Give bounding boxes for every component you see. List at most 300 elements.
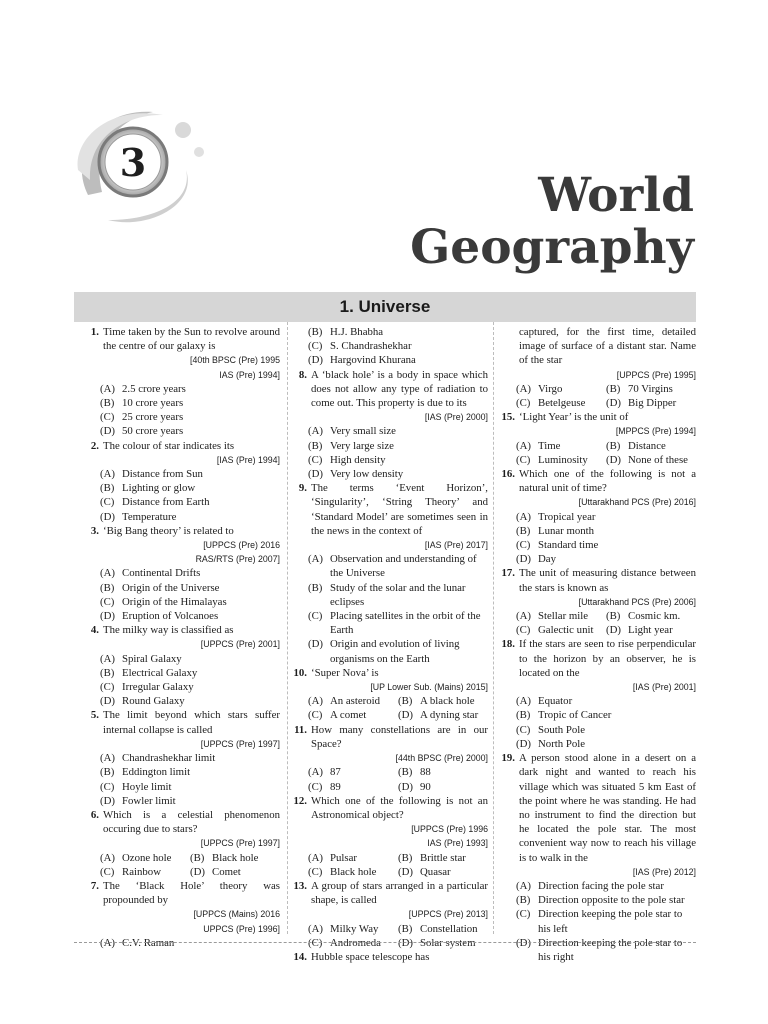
option-letter: (D) bbox=[308, 468, 323, 481]
answer-option-row bbox=[292, 694, 488, 708]
answer-option bbox=[606, 453, 696, 467]
answer-option bbox=[84, 495, 280, 509]
exam-source: [IAS (Pre) 2017] bbox=[424, 540, 488, 551]
option-letter: (B) bbox=[516, 894, 531, 907]
exam-source: [44th BPSC (Pre) 2000] bbox=[395, 753, 488, 764]
answer-option bbox=[606, 396, 696, 410]
exam-source: [UPPCS (Pre) 2001] bbox=[200, 639, 280, 650]
option-text: Black hole bbox=[330, 865, 377, 878]
answer-option bbox=[84, 424, 280, 438]
answer-option bbox=[84, 694, 280, 708]
option-letter: (D) bbox=[606, 453, 621, 466]
option-letter: (A) bbox=[516, 382, 531, 395]
option-text: Light year bbox=[628, 624, 673, 637]
answer-option bbox=[500, 737, 696, 751]
answer-option bbox=[398, 780, 488, 794]
option-text: Distance from Earth bbox=[122, 496, 210, 509]
question-number: 19. bbox=[501, 752, 515, 765]
question-block bbox=[500, 325, 696, 410]
question-text bbox=[84, 524, 280, 538]
question-block bbox=[292, 368, 488, 482]
question-block bbox=[84, 879, 280, 950]
option-letter: (B) bbox=[100, 581, 115, 594]
question-stem: ‘Super Nova’ is bbox=[311, 666, 379, 679]
option-text: Distance from Sun bbox=[122, 468, 203, 481]
option-letter: (D) bbox=[398, 709, 413, 722]
option-text: Solar system bbox=[420, 936, 476, 949]
option-letter: (D) bbox=[100, 695, 115, 708]
answer-option-row bbox=[292, 780, 488, 794]
question-block bbox=[292, 666, 488, 723]
answer-option bbox=[500, 609, 606, 623]
question-block bbox=[84, 623, 280, 708]
answer-option bbox=[500, 623, 606, 637]
exam-source: [IAS (Pre) 2000] bbox=[424, 412, 488, 423]
option-text: Fowler limit bbox=[122, 794, 176, 807]
question-block bbox=[292, 481, 488, 666]
exam-source: [UPPCS (Pre) 1997] bbox=[200, 838, 280, 849]
answer-option bbox=[292, 453, 488, 467]
option-letter: (B) bbox=[606, 439, 621, 452]
option-letter: (A) bbox=[516, 695, 531, 708]
option-letter: (A) bbox=[100, 468, 115, 481]
question-number: 9. bbox=[298, 482, 307, 495]
answer-option bbox=[84, 609, 280, 623]
chapter-title-line-2: Geography bbox=[410, 220, 694, 275]
option-text: Comet bbox=[212, 865, 241, 878]
option-letter: (D) bbox=[398, 780, 413, 793]
question-stem: A group of stars arranged in a particular shape, is called bbox=[311, 879, 488, 907]
option-letter: (B) bbox=[606, 382, 621, 395]
answer-option bbox=[292, 694, 398, 708]
option-text: Study of the solar and the lunar eclipses bbox=[330, 581, 466, 608]
exam-source: [MPPCS (Pre) 1994] bbox=[615, 426, 696, 437]
question-block bbox=[500, 467, 696, 566]
option-letter: (C) bbox=[308, 340, 323, 353]
option-letter: (D) bbox=[516, 737, 531, 750]
answer-option bbox=[292, 325, 488, 339]
option-text: Temperature bbox=[122, 510, 177, 523]
option-letter: (A) bbox=[516, 610, 531, 623]
option-letter: (C) bbox=[516, 397, 531, 410]
answer-option bbox=[292, 424, 488, 438]
question-stem: The ‘Black Hole’ theory was propounded by bbox=[103, 879, 280, 907]
option-letter: (C) bbox=[516, 723, 531, 736]
answer-option bbox=[84, 382, 280, 396]
option-letter: (B) bbox=[308, 439, 323, 452]
option-text: Milky Way bbox=[330, 922, 379, 935]
option-text: Very low density bbox=[330, 468, 404, 481]
answer-option bbox=[84, 652, 280, 666]
option-text: Tropic of Cancer bbox=[538, 709, 612, 722]
question-stem: Which one of the following is not an Astronomical object? bbox=[311, 794, 488, 821]
answer-option-row bbox=[292, 765, 488, 779]
answer-option bbox=[292, 353, 488, 367]
option-text: Spiral Galaxy bbox=[122, 652, 182, 665]
option-text: High density bbox=[330, 453, 386, 466]
answer-option bbox=[500, 694, 696, 708]
option-text: None of these bbox=[628, 453, 688, 466]
option-letter: (C) bbox=[308, 453, 323, 466]
exam-source: [IAS (Pre) 1994] bbox=[216, 454, 280, 465]
option-text: 90 bbox=[420, 780, 431, 793]
answer-option bbox=[84, 666, 280, 680]
question-number: 1. bbox=[90, 326, 99, 338]
option-text: South Pole bbox=[538, 723, 586, 736]
answer-option-row bbox=[84, 865, 280, 879]
answer-option-row bbox=[84, 851, 280, 865]
option-letter: (D) bbox=[606, 397, 621, 410]
option-text: Brittle star bbox=[420, 851, 466, 864]
question-block bbox=[84, 808, 280, 879]
answer-option bbox=[500, 396, 606, 410]
question-text bbox=[84, 808, 280, 836]
exam-source: RAS/RTS (Pre) 2007] bbox=[195, 554, 280, 565]
option-letter: (A) bbox=[100, 567, 115, 580]
option-letter: (C) bbox=[100, 595, 115, 608]
question-number: 2. bbox=[90, 439, 99, 452]
answer-option bbox=[606, 439, 696, 453]
option-text: Cosmic km. bbox=[628, 610, 681, 623]
option-letter: (C) bbox=[308, 865, 323, 878]
question-number: 7. bbox=[90, 879, 99, 892]
question-block bbox=[500, 410, 696, 467]
option-letter: (B) bbox=[308, 581, 323, 594]
question-stem: Time taken by the Sun to revolve around the centre of our galaxy is bbox=[103, 326, 280, 353]
option-letter: (C) bbox=[308, 936, 323, 949]
option-letter: (B) bbox=[516, 709, 531, 722]
column-divider bbox=[493, 322, 494, 934]
exam-source: IAS (Pre) 1993] bbox=[427, 838, 488, 849]
question-stem: captured, for the first time, detailed image of surface of a distant star. Name of the star bbox=[519, 326, 696, 367]
option-text: Equator bbox=[538, 695, 573, 708]
option-text: Origin of the Himalayas bbox=[122, 595, 227, 608]
question-stem: The colour of star indicates its bbox=[103, 439, 235, 452]
question-block bbox=[84, 708, 280, 807]
answer-option-row bbox=[500, 396, 696, 410]
option-text: Very small size bbox=[330, 425, 396, 438]
question-text bbox=[500, 566, 696, 594]
answer-option-row bbox=[292, 922, 488, 936]
question-stem: The unit of measuring distance between the stars is known as bbox=[519, 567, 696, 594]
option-text: S. Chandrashekhar bbox=[330, 340, 412, 353]
option-text: Origin and evolution of living organisms on the Earth bbox=[330, 638, 460, 665]
answer-option bbox=[500, 907, 696, 935]
option-text: Stellar mile bbox=[538, 610, 589, 623]
answer-option bbox=[398, 694, 488, 708]
question-stem: If the stars are seen to rise perpendicular to the horizon by an observer, he is located on the bbox=[519, 638, 696, 679]
option-letter: (B) bbox=[100, 666, 115, 679]
answer-option-row bbox=[292, 865, 488, 879]
option-text: Pulsar bbox=[330, 851, 357, 864]
question-text bbox=[292, 723, 488, 751]
option-letter: (B) bbox=[100, 397, 115, 410]
option-letter: (A) bbox=[308, 766, 323, 779]
option-letter: (D) bbox=[190, 865, 205, 878]
option-text: Eddington limit bbox=[122, 766, 191, 779]
answer-option bbox=[500, 936, 696, 964]
option-text: H.J. Bhabha bbox=[330, 326, 384, 338]
question-text bbox=[500, 325, 696, 368]
answer-option bbox=[84, 751, 280, 765]
answer-option-row bbox=[500, 382, 696, 396]
option-letter: (D) bbox=[100, 425, 115, 438]
question-stem: A ‘black hole’ is a body in space which does not allow any type of radiation to come out. This property is due to its bbox=[311, 368, 488, 410]
question-text bbox=[84, 623, 280, 637]
question-block bbox=[292, 879, 488, 950]
question-stem: The limit beyond which stars suffer internal collapse is called bbox=[103, 709, 280, 736]
answer-option bbox=[292, 637, 488, 665]
question-block bbox=[500, 751, 696, 964]
option-text: An asteroid bbox=[330, 695, 381, 708]
option-text: 50 crore years bbox=[122, 425, 184, 438]
option-text: C.V. Raman bbox=[122, 936, 175, 949]
question-stem: Hubble space telescope has bbox=[311, 950, 430, 963]
question-stem: Which is a celestial phenomenon occuring due to stars? bbox=[103, 808, 280, 836]
option-letter: (C) bbox=[308, 709, 323, 722]
question-block bbox=[292, 325, 488, 368]
option-letter: (C) bbox=[516, 624, 531, 637]
answer-option bbox=[292, 708, 398, 722]
answer-option-row bbox=[292, 851, 488, 865]
option-text: Placing satellites in the orbit of the Earth bbox=[330, 610, 481, 637]
answer-option bbox=[84, 765, 280, 779]
question-block bbox=[292, 723, 488, 794]
answer-option bbox=[398, 765, 488, 779]
option-letter: (B) bbox=[100, 766, 115, 779]
question-column-3 bbox=[500, 325, 696, 964]
option-letter: (A) bbox=[308, 851, 323, 864]
option-letter: (B) bbox=[398, 766, 413, 779]
answer-option bbox=[292, 851, 398, 865]
option-text: Origin of the Universe bbox=[122, 581, 220, 594]
question-stem: ‘Light Year’ is the unit of bbox=[519, 411, 629, 424]
option-text: Day bbox=[538, 553, 556, 566]
option-letter: (A) bbox=[308, 922, 323, 935]
option-letter: (A) bbox=[516, 439, 531, 452]
option-letter: (B) bbox=[606, 610, 621, 623]
answer-option bbox=[292, 765, 398, 779]
question-block bbox=[500, 637, 696, 751]
answer-option bbox=[84, 510, 280, 524]
option-text: Hargovind Khurana bbox=[330, 354, 416, 367]
option-letter: (D) bbox=[516, 553, 531, 566]
option-letter: (C) bbox=[100, 411, 115, 424]
option-text: A black hole bbox=[420, 695, 475, 708]
question-column-2 bbox=[292, 325, 488, 964]
answer-option bbox=[84, 566, 280, 580]
answer-option bbox=[84, 481, 280, 495]
question-stem: The milky way is classified as bbox=[103, 624, 234, 637]
question-text bbox=[292, 481, 488, 538]
option-text: Lunar month bbox=[538, 524, 595, 537]
answer-option bbox=[84, 396, 280, 410]
option-letter: (A) bbox=[100, 851, 115, 864]
option-letter: (A) bbox=[516, 879, 531, 892]
section-title: 1. Universe bbox=[74, 292, 696, 322]
question-text bbox=[84, 708, 280, 736]
answer-option bbox=[190, 851, 280, 865]
answer-option bbox=[84, 865, 190, 879]
answer-option bbox=[84, 780, 280, 794]
option-letter: (D) bbox=[100, 794, 115, 807]
exam-source: [UP Lower Sub. (Mains) 2015] bbox=[370, 682, 488, 693]
option-letter: (C) bbox=[100, 780, 115, 793]
answer-option bbox=[84, 467, 280, 481]
option-letter: (C) bbox=[516, 453, 531, 466]
option-text: Eruption of Volcanoes bbox=[122, 610, 219, 623]
answer-option-row bbox=[500, 453, 696, 467]
answer-option bbox=[398, 851, 488, 865]
option-letter: (C) bbox=[308, 780, 323, 793]
question-text bbox=[292, 666, 488, 680]
question-number: 12. bbox=[293, 794, 307, 807]
option-text: North Pole bbox=[538, 737, 586, 750]
question-stem: Which one of the following is not a natural unit of time? bbox=[519, 468, 696, 495]
answer-option bbox=[500, 382, 606, 396]
option-letter: (B) bbox=[100, 482, 115, 495]
option-text: Ozone hole bbox=[122, 851, 172, 864]
question-number: 17. bbox=[501, 567, 515, 580]
answer-option bbox=[292, 865, 398, 879]
option-text: Round Galaxy bbox=[122, 695, 185, 708]
option-letter: (A) bbox=[308, 695, 323, 708]
option-letter: (D) bbox=[398, 865, 413, 878]
option-text: Andromeda bbox=[330, 936, 381, 949]
question-stem: The terms ‘Event Horizon’, ‘Singularity’, ‘String Theory’ and ‘Standard Model’ are sometimes seen in the news in the context of bbox=[311, 482, 488, 537]
answer-option bbox=[84, 581, 280, 595]
question-number: 16. bbox=[501, 468, 515, 481]
exam-source: [UPPCS (Pre) 1995] bbox=[616, 369, 696, 380]
option-text: 25 crore years bbox=[122, 411, 184, 424]
exam-source: [Uttarakhand PCS (Pre) 2006] bbox=[578, 596, 696, 607]
question-text bbox=[292, 879, 488, 907]
option-letter: (D) bbox=[100, 510, 115, 523]
option-letter: (A) bbox=[516, 510, 531, 523]
chapter-logo bbox=[68, 100, 218, 230]
answer-option bbox=[84, 410, 280, 424]
question-text bbox=[500, 410, 696, 424]
answer-option bbox=[292, 922, 398, 936]
answer-option bbox=[500, 453, 606, 467]
option-text: Direction facing the pole star bbox=[538, 879, 664, 892]
option-text: Electrical Galaxy bbox=[122, 666, 198, 679]
option-letter: (C) bbox=[308, 610, 323, 623]
option-letter: (B) bbox=[190, 851, 205, 864]
question-number: 8. bbox=[298, 368, 307, 381]
option-letter: (A) bbox=[100, 936, 115, 949]
option-text: 88 bbox=[420, 766, 431, 779]
option-letter: (A) bbox=[308, 553, 323, 566]
answer-option bbox=[292, 467, 488, 481]
option-letter: (D) bbox=[516, 936, 531, 949]
question-block bbox=[500, 566, 696, 637]
option-letter: (C) bbox=[516, 539, 531, 552]
answer-option bbox=[84, 595, 280, 609]
answer-option bbox=[500, 723, 696, 737]
option-text: Direction keeping the pole star to his right bbox=[538, 936, 683, 963]
answer-option-row bbox=[500, 609, 696, 623]
answer-option bbox=[500, 893, 696, 907]
answer-option bbox=[190, 865, 280, 879]
option-text: Lighting or glow bbox=[122, 482, 196, 495]
option-text: Distance bbox=[628, 439, 666, 452]
option-text: Direction opposite to the pole star bbox=[538, 894, 685, 907]
option-text: Continental Drifts bbox=[122, 567, 201, 580]
answer-option bbox=[292, 339, 488, 353]
option-letter: (B) bbox=[516, 524, 531, 537]
answer-option bbox=[84, 851, 190, 865]
answer-option bbox=[606, 382, 696, 396]
question-number: 3. bbox=[90, 524, 99, 537]
answer-option bbox=[500, 552, 696, 566]
answer-option bbox=[292, 780, 398, 794]
option-letter: (D) bbox=[308, 354, 323, 367]
answer-option bbox=[606, 623, 696, 637]
exam-source: [UPPCS (Pre) 2013] bbox=[408, 909, 488, 920]
question-text bbox=[500, 637, 696, 680]
option-text: Standard time bbox=[538, 539, 599, 552]
answer-option bbox=[84, 794, 280, 808]
option-letter: (A) bbox=[100, 382, 115, 395]
answer-option bbox=[500, 524, 696, 538]
option-text: 10 crore years bbox=[122, 397, 184, 410]
question-stem: ‘Big Bang theory’ is related to bbox=[103, 524, 234, 537]
option-text: 70 Virgins bbox=[628, 382, 673, 395]
question-text bbox=[292, 950, 488, 964]
question-text bbox=[500, 751, 696, 865]
answer-option bbox=[500, 510, 696, 524]
question-number: 15. bbox=[501, 411, 515, 424]
question-number: 14. bbox=[293, 950, 307, 963]
question-text bbox=[292, 794, 488, 822]
option-text: Irregular Galaxy bbox=[122, 681, 194, 694]
answer-option bbox=[606, 609, 696, 623]
option-letter: (A) bbox=[100, 652, 115, 665]
question-text bbox=[84, 439, 280, 453]
option-letter: (D) bbox=[308, 638, 323, 651]
option-text: Time bbox=[538, 439, 561, 452]
answer-option bbox=[84, 680, 280, 694]
option-text: Hoyle limit bbox=[122, 780, 172, 793]
answer-option bbox=[292, 552, 488, 580]
option-text: Direction keeping the pole star to his left bbox=[538, 908, 683, 935]
question-block bbox=[84, 325, 280, 439]
option-letter: (C) bbox=[516, 908, 531, 921]
question-stem: How many constellations are in our Space? bbox=[311, 723, 488, 750]
option-letter: (B) bbox=[398, 851, 413, 864]
option-text: Luminosity bbox=[538, 453, 588, 466]
option-letter: (B) bbox=[398, 922, 413, 935]
option-text: 89 bbox=[330, 780, 341, 793]
question-text bbox=[84, 879, 280, 907]
answer-option bbox=[292, 581, 488, 609]
option-text: Quasar bbox=[420, 865, 451, 878]
question-stem: A person stood alone in a desert on a dark night and wanted to reach his village which was situated 5 km East of the point where he was standing. He had no instrument to find the direction but he located the pole star. The most convenient way now to reach his village is to walk in the bbox=[519, 752, 696, 864]
option-text: 87 bbox=[330, 766, 341, 779]
answer-option bbox=[500, 538, 696, 552]
exam-source: [UPPCS (Mains) 2016 bbox=[193, 909, 280, 920]
answer-option-row bbox=[500, 439, 696, 453]
question-text bbox=[292, 368, 488, 411]
question-block bbox=[292, 794, 488, 879]
answer-option bbox=[398, 865, 488, 879]
question-block bbox=[292, 950, 488, 964]
question-number: 13. bbox=[293, 879, 307, 892]
option-text: 2.5 crore years bbox=[122, 382, 186, 395]
question-number: 5. bbox=[90, 709, 99, 722]
question-number: 10. bbox=[293, 666, 307, 679]
